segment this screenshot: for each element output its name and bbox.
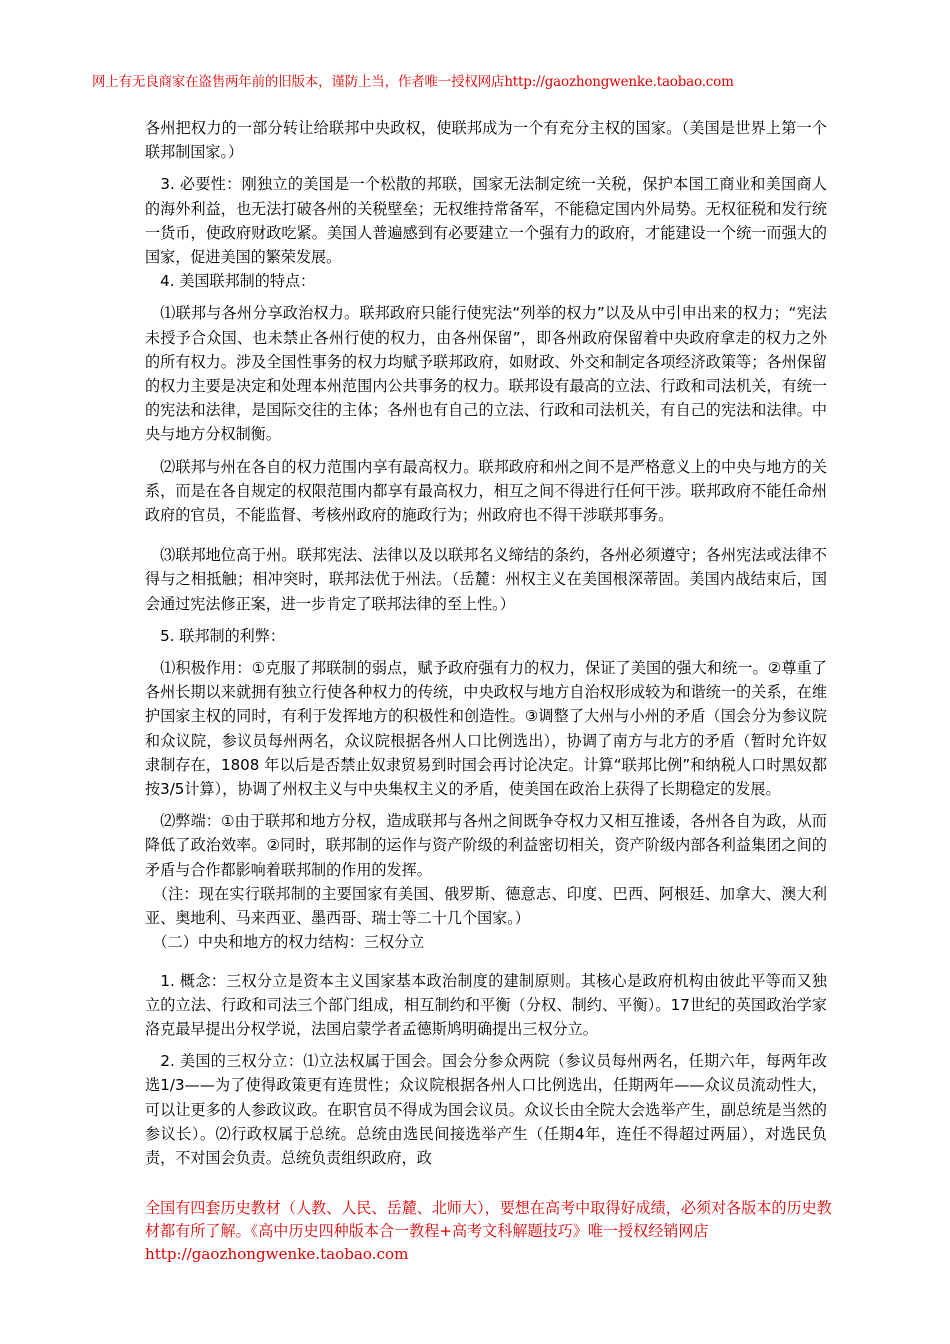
paragraph-intro: 各州把权力的一部分转让给联邦中央政权，使联邦成为一个有充分主权的国家。（美国是世界上第一个联邦制国家。） (145, 119, 827, 162)
paragraph-feature-3: ⑶联邦地位高于州。联邦宪法、法律以及以联邦名义缔结的条约，各州必须遵守；各州宪法或法律不得与之相抵触；相冲突时，联邦法优于州法。（岳麓：州权主义在美国根深蒂固。美国内战结束后，国会通过宪法修正案，进一步肯定了联邦法律的至上性。） (145, 546, 827, 613)
page-header-notice (92, 70, 872, 90)
paragraph-feature-2: ⑵联邦与州在各自的权力范围内享有最高权力。联邦政府和州之间不是严格意义上的中央与地方的关系，而是在各自规定的权限范围内都享有最高权力，相互之间不得进行任何干涉。联邦政府不能任命州政府的官员，不能监督、考核州政府的施政行为；州政府也不得干涉联邦事务。 (145, 457, 827, 525)
heading-separation-of-powers: （二）中央和地方的权力结构：三权分立 (145, 933, 425, 952)
paragraph-us-separation: 2. 美国的三权分立：⑴立法权属于国会。国会分参众两院（参议员每州两名，任期六年，每两年改选1/3——为了使得政策更有连贯性；众议院根据各州人口比例选出，任期两年——众议员流动性大，可以让更多的人参政议政。在职官员不得成为国会议员。众议长由全院大会选举产生，副总统是当然的参议长）。⑵行政权属于总统。总统由选民间接选举产生（任期4年，连任不得超过两届），对选民负责，不对国会负责。总统负责组织政府，政 (145, 1052, 827, 1167)
paragraph-drawbacks: ⑵弊端：①由于联邦和地方分权，造成联邦与各州之间既争夺权力又相互推诿，各州各自为政，从而降低了政治效率。②同时，联邦制的运作与资产阶级的利益密切相关，资产阶级内部各利益集团之间的矛盾与合作都影响着联邦制的作用的发挥。 (145, 812, 827, 879)
heading-federal-features: 4. 美国联邦制的特点： (145, 272, 316, 291)
heading-pros-cons: 5. 联邦制的利弊： (145, 626, 285, 645)
footer-shop-link[interactable]: http://gaozhongwenke.taobao.com (145, 1245, 409, 1263)
footer-ad-text: 全国有四套历史教材（人教、人民、岳麓、北师大），要想在高考中取得好成绩，必须对各版本的历史教材都有所了解。《高中历史四种版本合一教程+高考文科解题技巧》唯一授权经销网店 (145, 1199, 832, 1240)
header-notice-text: 网上有无良商家在盗售两年前的旧版本，谨防上当，作者唯一授权网店 (92, 74, 505, 90)
paragraph-feature-1: ⑴联邦与各州分享政治权力。联邦政府只能行使宪法“列举的权力”以及从中引申出来的权力；“宪法未授予合众国、也未禁止各州行使的权力，由各州保留”，即各州政府保留着中央政府拿走的权力之外的所有权力。涉及全国性事务的权力均赋予联邦政府，如财政、外交和制定各项经济政策等；各州保留的权力主要是决定和处理本州范围内公共事务的权力。联邦设有最高的立法、行政和司法机关，有统一的宪法和法律，是国际交往的主体；各州也有自己的立法、行政和司法机关，有自己的宪法和法律。中央与地方分权制衡。 (145, 304, 827, 444)
paragraph-positive-effects: ⑴积极作用：①克服了邦联制的弱点，赋予政府强有力的权力，保证了美国的强大和统一。②尊重了各州长期以来就拥有独立行使各种权力的传统，中央政权与地方自治权形成较为和谐统一的关系，在维护国家主权的同时，有利于发挥地方的积极性和创造性。③调整了大州与小州的矛盾（国会分为参议院和众议院，参议员每州两名，众议院根据各州人口比例选出），协调了南方与北方的矛盾（暂时允许奴隶制存在，1808 年以后是否禁止奴隶贸易到时国会再讨论决定。计算“联邦比例”和纳税人口时黑奴都按3/5计算），协调了州权主义与中央集权主义的矛盾，使美国在政治上获得了长期稳定的发展。 (145, 659, 827, 799)
paragraph-note: （注：现在实行联邦制的主要国家有美国、俄罗斯、德意志、印度、巴西、阿根廷、加拿大、澳大利亚、奥地利、马来西亚、墨西哥、瑞士等二十几个国家。） (145, 884, 827, 928)
header-shop-link[interactable]: http://gaozhongwenke.taobao.com (504, 74, 734, 90)
paragraph-concept: 1. 概念：三权分立是资本主义国家基本政治制度的建制原则。其核心是政府机构由彼此平等而又独立的立法、行政和司法三个部门组成，相互制约和平衡（分权、制约、平衡）。17世纪的英国政治学家洛克最早提出分权学说，法国启蒙学者孟德斯鸠明确提出三权分立。 (145, 971, 827, 1038)
document-body (145, 116, 827, 1170)
page-footer-ad (145, 1197, 835, 1266)
paragraph-necessity: 3. 必要性：刚独立的美国是一个松散的邦联，国家无法制定统一关税，保护本国工商业和美国商人的海外利益，也无法打破各州的关税壁垒；无权维持常备军，不能稳定国内外局势。无权征税和发行统一货币，使政府财政吃紧。美国人普遍感到有必要建立一个强有力的政府，才能建设一个统一而强大的国家，促进美国的繁荣发展。 (145, 175, 827, 267)
